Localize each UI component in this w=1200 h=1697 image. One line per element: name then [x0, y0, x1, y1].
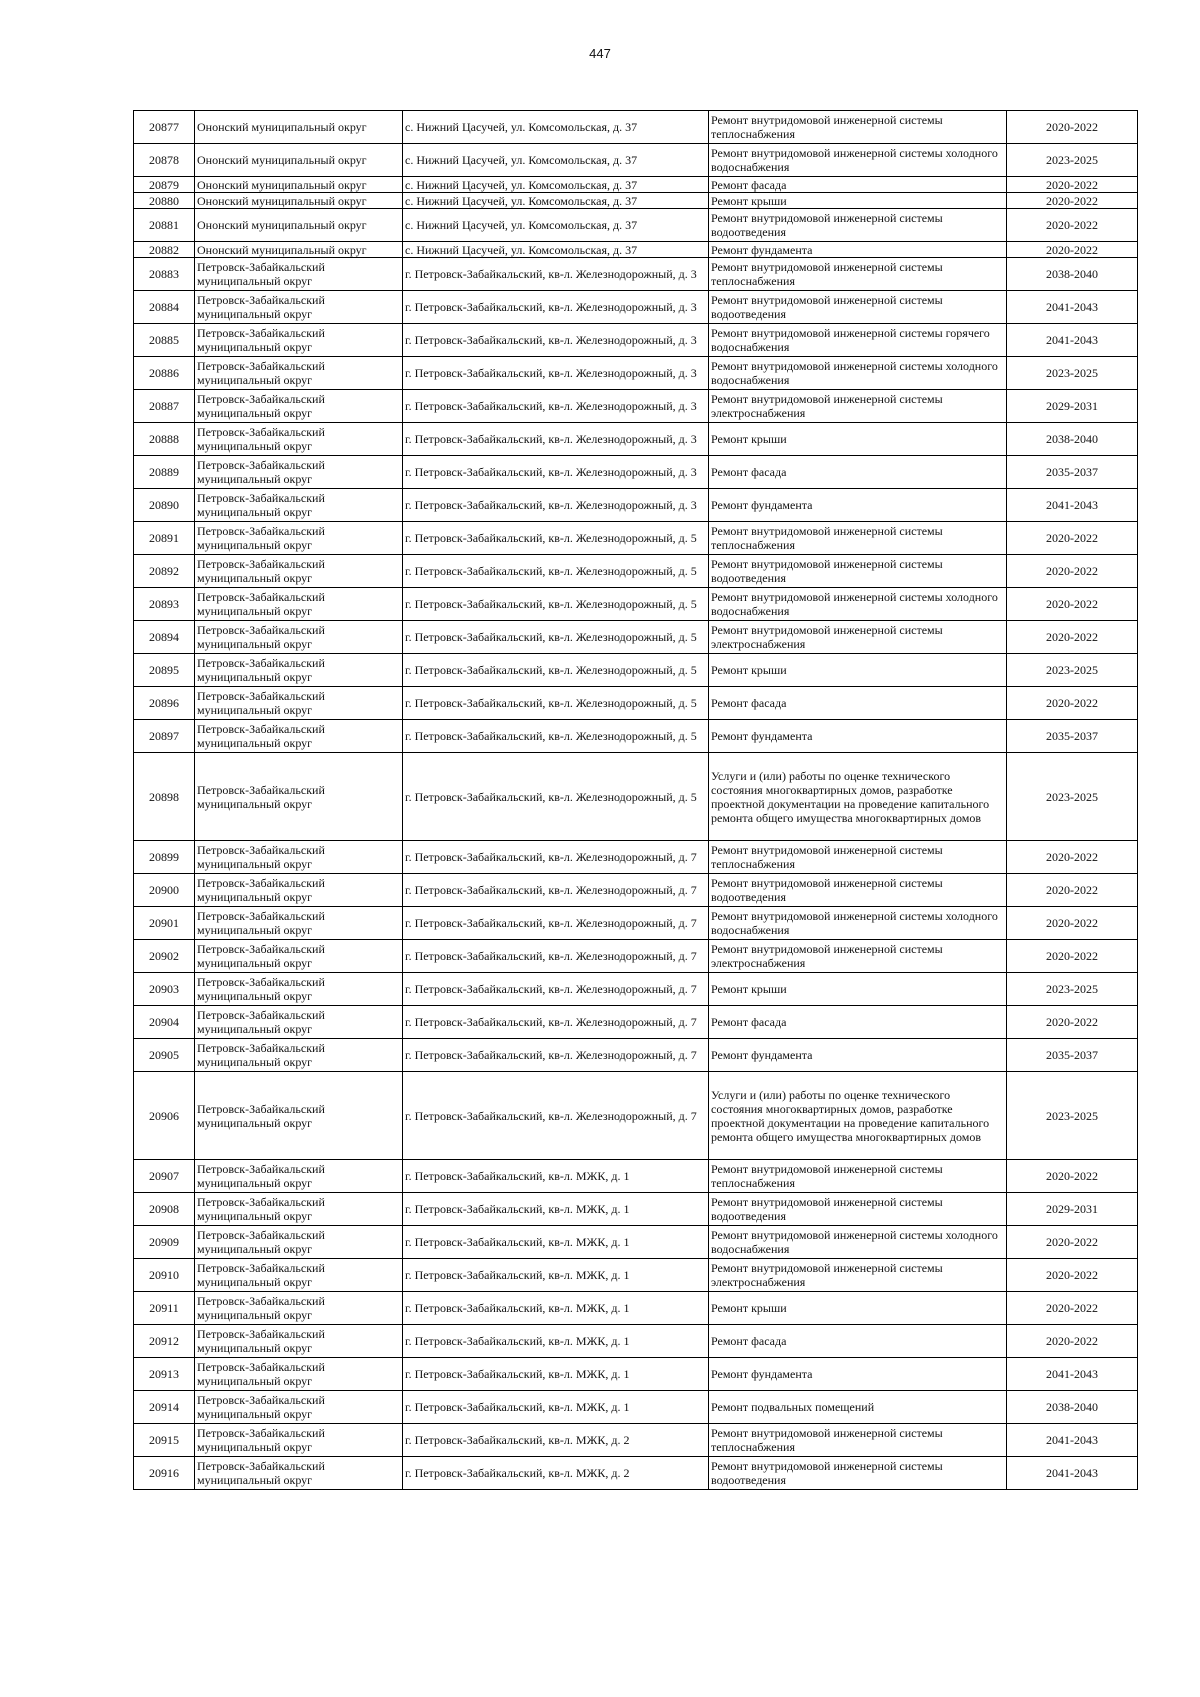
- address-cell: с. Нижний Цасучей, ул. Комсомольская, д. 37: [403, 111, 709, 144]
- table-row: [134, 720, 1138, 753]
- period-cell: 2020-2022: [1007, 841, 1138, 874]
- address-cell: г. Петровск-Забайкальский, кв-л. МЖК, д. 1: [403, 1292, 709, 1325]
- row-number-cell: 20889: [134, 456, 195, 489]
- municipality-cell: Петровск-Забайкальский муниципальный округ: [195, 940, 403, 973]
- row-number-cell: 20903: [134, 973, 195, 1006]
- address-cell: г. Петровск-Забайкальский, кв-л. Железнодорожный, д. 3: [403, 258, 709, 291]
- work-type-cell: Ремонт фундамента: [709, 489, 1007, 522]
- municipality-cell: Петровск-Забайкальский муниципальный округ: [195, 1006, 403, 1039]
- table-row: [134, 144, 1138, 177]
- work-type-cell: Ремонт фундамента: [709, 720, 1007, 753]
- period-cell: 2029-2031: [1007, 390, 1138, 423]
- row-number-cell: 20905: [134, 1039, 195, 1072]
- row-number-cell: 20877: [134, 111, 195, 144]
- work-type-cell: Ремонт внутридомовой инженерной системы теплоснабжения: [709, 522, 1007, 555]
- work-type-cell: Услуги и (или) работы по оценке технического состояния многоквартирных домов, разработке проектной документации на проведение капитального ремонта общего имущества многоквартирных домов: [709, 753, 1007, 841]
- address-cell: г. Петровск-Забайкальский, кв-л. МЖК, д. 1: [403, 1259, 709, 1292]
- table-row: [134, 1424, 1138, 1457]
- row-number-cell: 20883: [134, 258, 195, 291]
- work-type-cell: Услуги и (или) работы по оценке технического состояния многоквартирных домов, разработке проектной документации на проведение капитального ремонта общего имущества многоквартирных домов: [709, 1072, 1007, 1160]
- municipality-cell: Петровск-Забайкальский муниципальный округ: [195, 489, 403, 522]
- address-cell: г. Петровск-Забайкальский, кв-л. МЖК, д. 1: [403, 1160, 709, 1193]
- row-number-cell: 20911: [134, 1292, 195, 1325]
- period-cell: 2020-2022: [1007, 1259, 1138, 1292]
- row-number-cell: 20912: [134, 1325, 195, 1358]
- table-body: [134, 111, 1138, 1490]
- work-type-cell: Ремонт внутридомовой инженерной системы холодного водоснабжения: [709, 588, 1007, 621]
- municipality-cell: Петровск-Забайкальский муниципальный округ: [195, 357, 403, 390]
- row-number-cell: 20890: [134, 489, 195, 522]
- table-row: [134, 1391, 1138, 1424]
- address-cell: г. Петровск-Забайкальский, кв-л. МЖК, д. 1: [403, 1193, 709, 1226]
- period-cell: 2020-2022: [1007, 621, 1138, 654]
- municipality-cell: Ононский муниципальный округ: [195, 209, 403, 242]
- address-cell: с. Нижний Цасучей, ул. Комсомольская, д. 37: [403, 242, 709, 258]
- address-cell: г. Петровск-Забайкальский, кв-л. Железнодорожный, д. 5: [403, 654, 709, 687]
- period-cell: 2041-2043: [1007, 324, 1138, 357]
- table-row: [134, 1160, 1138, 1193]
- table-row: [134, 907, 1138, 940]
- address-cell: г. Петровск-Забайкальский, кв-л. МЖК, д. 2: [403, 1424, 709, 1457]
- table-row: [134, 291, 1138, 324]
- table-row: [134, 357, 1138, 390]
- municipality-cell: Петровск-Забайкальский муниципальный округ: [195, 621, 403, 654]
- table-row: [134, 753, 1138, 841]
- table-row: [134, 1292, 1138, 1325]
- work-type-cell: Ремонт внутридомовой инженерной системы теплоснабжения: [709, 1160, 1007, 1193]
- period-cell: 2029-2031: [1007, 1193, 1138, 1226]
- period-cell: 2020-2022: [1007, 209, 1138, 242]
- work-type-cell: Ремонт крыши: [709, 654, 1007, 687]
- work-type-cell: Ремонт внутридомовой инженерной системы водоотведения: [709, 209, 1007, 242]
- table-row: [134, 874, 1138, 907]
- row-number-cell: 20896: [134, 687, 195, 720]
- work-type-cell: Ремонт внутридомовой инженерной системы холодного водоснабжения: [709, 1226, 1007, 1259]
- municipality-cell: Петровск-Забайкальский муниципальный округ: [195, 720, 403, 753]
- municipality-cell: Петровск-Забайкальский муниципальный округ: [195, 1391, 403, 1424]
- work-type-cell: Ремонт внутридомовой инженерной системы электроснабжения: [709, 621, 1007, 654]
- address-cell: г. Петровск-Забайкальский, кв-л. Железнодорожный, д. 3: [403, 390, 709, 423]
- row-number-cell: 20895: [134, 654, 195, 687]
- municipality-cell: Петровск-Забайкальский муниципальный округ: [195, 423, 403, 456]
- address-cell: г. Петровск-Забайкальский, кв-л. МЖК, д. 1: [403, 1391, 709, 1424]
- row-number-cell: 20881: [134, 209, 195, 242]
- row-number-cell: 20910: [134, 1259, 195, 1292]
- row-number-cell: 20894: [134, 621, 195, 654]
- address-cell: г. Петровск-Забайкальский, кв-л. Железнодорожный, д. 3: [403, 291, 709, 324]
- row-number-cell: 20908: [134, 1193, 195, 1226]
- municipality-cell: Петровск-Забайкальский муниципальный округ: [195, 1292, 403, 1325]
- work-type-cell: Ремонт внутридомовой инженерной системы теплоснабжения: [709, 1424, 1007, 1457]
- work-type-cell: Ремонт крыши: [709, 193, 1007, 209]
- table-row: [134, 1072, 1138, 1160]
- table-row: [134, 555, 1138, 588]
- municipality-cell: Петровск-Забайкальский муниципальный округ: [195, 1160, 403, 1193]
- period-cell: 2020-2022: [1007, 1292, 1138, 1325]
- address-cell: г. Петровск-Забайкальский, кв-л. Железнодорожный, д. 7: [403, 907, 709, 940]
- period-cell: 2041-2043: [1007, 1457, 1138, 1490]
- row-number-cell: 20886: [134, 357, 195, 390]
- address-cell: г. Петровск-Забайкальский, кв-л. Железнодорожный, д. 7: [403, 874, 709, 907]
- address-cell: г. Петровск-Забайкальский, кв-л. Железнодорожный, д. 5: [403, 555, 709, 588]
- period-cell: 2020-2022: [1007, 522, 1138, 555]
- work-type-cell: Ремонт внутридомовой инженерной системы электроснабжения: [709, 940, 1007, 973]
- address-cell: г. Петровск-Забайкальский, кв-л. Железнодорожный, д. 7: [403, 973, 709, 1006]
- row-number-cell: 20916: [134, 1457, 195, 1490]
- work-type-cell: Ремонт крыши: [709, 423, 1007, 456]
- row-number-cell: 20882: [134, 242, 195, 258]
- address-cell: г. Петровск-Забайкальский, кв-л. Железнодорожный, д. 3: [403, 357, 709, 390]
- period-cell: 2020-2022: [1007, 193, 1138, 209]
- period-cell: 2038-2040: [1007, 258, 1138, 291]
- work-type-cell: Ремонт внутридомовой инженерной системы водоотведения: [709, 555, 1007, 588]
- table-row: [134, 1006, 1138, 1039]
- table-row: [134, 193, 1138, 209]
- work-type-cell: Ремонт фасада: [709, 687, 1007, 720]
- row-number-cell: 20892: [134, 555, 195, 588]
- address-cell: г. Петровск-Забайкальский, кв-л. Железнодорожный, д. 3: [403, 423, 709, 456]
- address-cell: г. Петровск-Забайкальский, кв-л. Железнодорожный, д. 7: [403, 1039, 709, 1072]
- address-cell: г. Петровск-Забайкальский, кв-л. Железнодорожный, д. 5: [403, 753, 709, 841]
- row-number-cell: 20909: [134, 1226, 195, 1259]
- period-cell: 2035-2037: [1007, 720, 1138, 753]
- table-row: [134, 209, 1138, 242]
- municipality-cell: Петровск-Забайкальский муниципальный округ: [195, 1457, 403, 1490]
- period-cell: 2023-2025: [1007, 753, 1138, 841]
- address-cell: г. Петровск-Забайкальский, кв-л. Железнодорожный, д. 7: [403, 841, 709, 874]
- row-number-cell: 20914: [134, 1391, 195, 1424]
- municipality-cell: Петровск-Забайкальский муниципальный округ: [195, 973, 403, 1006]
- period-cell: 2023-2025: [1007, 973, 1138, 1006]
- address-cell: г. Петровск-Забайкальский, кв-л. МЖК, д. 1: [403, 1226, 709, 1259]
- work-type-cell: Ремонт внутридомовой инженерной системы теплоснабжения: [709, 258, 1007, 291]
- work-type-cell: Ремонт фасада: [709, 177, 1007, 193]
- address-cell: г. Петровск-Забайкальский, кв-л. Железнодорожный, д. 3: [403, 456, 709, 489]
- work-type-cell: Ремонт внутридомовой инженерной системы холодного водоснабжения: [709, 907, 1007, 940]
- municipality-cell: Петровск-Забайкальский муниципальный округ: [195, 687, 403, 720]
- municipality-cell: Петровск-Забайкальский муниципальный округ: [195, 907, 403, 940]
- period-cell: 2020-2022: [1007, 111, 1138, 144]
- work-type-cell: Ремонт фасада: [709, 1006, 1007, 1039]
- table-row: [134, 423, 1138, 456]
- municipality-cell: Ононский муниципальный округ: [195, 193, 403, 209]
- municipality-cell: Петровск-Забайкальский муниципальный округ: [195, 456, 403, 489]
- table-row: [134, 841, 1138, 874]
- work-type-cell: Ремонт внутридомовой инженерной системы теплоснабжения: [709, 841, 1007, 874]
- row-number-cell: 20901: [134, 907, 195, 940]
- table-row: [134, 654, 1138, 687]
- municipality-cell: Петровск-Забайкальский муниципальный округ: [195, 874, 403, 907]
- period-cell: 2020-2022: [1007, 177, 1138, 193]
- row-number-cell: 20879: [134, 177, 195, 193]
- table-row: [134, 489, 1138, 522]
- table-row: [134, 324, 1138, 357]
- address-cell: с. Нижний Цасучей, ул. Комсомольская, д. 37: [403, 209, 709, 242]
- table-row: [134, 1457, 1138, 1490]
- municipality-cell: Петровск-Забайкальский муниципальный округ: [195, 324, 403, 357]
- row-number-cell: 20907: [134, 1160, 195, 1193]
- page-number: 447: [589, 46, 611, 61]
- row-number-cell: 20878: [134, 144, 195, 177]
- address-cell: г. Петровск-Забайкальский, кв-л. Железнодорожный, д. 5: [403, 621, 709, 654]
- period-cell: 2020-2022: [1007, 555, 1138, 588]
- address-cell: г. Петровск-Забайкальский, кв-л. Железнодорожный, д. 3: [403, 489, 709, 522]
- work-type-cell: Ремонт внутридомовой инженерной системы холодного водоснабжения: [709, 144, 1007, 177]
- table-row: [134, 1259, 1138, 1292]
- table-row: [134, 522, 1138, 555]
- period-cell: 2023-2025: [1007, 1072, 1138, 1160]
- row-number-cell: 20887: [134, 390, 195, 423]
- period-cell: 2020-2022: [1007, 907, 1138, 940]
- table-row: [134, 177, 1138, 193]
- row-number-cell: 20880: [134, 193, 195, 209]
- address-cell: с. Нижний Цасучей, ул. Комсомольская, д. 37: [403, 193, 709, 209]
- period-cell: 2020-2022: [1007, 1226, 1138, 1259]
- municipality-cell: Петровск-Забайкальский муниципальный округ: [195, 654, 403, 687]
- period-cell: 2020-2022: [1007, 940, 1138, 973]
- municipality-cell: Петровск-Забайкальский муниципальный округ: [195, 555, 403, 588]
- period-cell: 2020-2022: [1007, 1006, 1138, 1039]
- work-type-cell: Ремонт внутридомовой инженерной системы водоотведения: [709, 1457, 1007, 1490]
- row-number-cell: 20897: [134, 720, 195, 753]
- table-row: [134, 940, 1138, 973]
- municipality-cell: Петровск-Забайкальский муниципальный округ: [195, 1358, 403, 1391]
- municipality-cell: Петровск-Забайкальский муниципальный округ: [195, 1259, 403, 1292]
- row-number-cell: 20906: [134, 1072, 195, 1160]
- address-cell: с. Нижний Цасучей, ул. Комсомольская, д. 37: [403, 144, 709, 177]
- work-type-cell: Ремонт фасада: [709, 1325, 1007, 1358]
- row-number-cell: 20904: [134, 1006, 195, 1039]
- table-row: [134, 390, 1138, 423]
- row-number-cell: 20900: [134, 874, 195, 907]
- period-cell: 2041-2043: [1007, 291, 1138, 324]
- address-cell: г. Петровск-Забайкальский, кв-л. Железнодорожный, д. 7: [403, 1006, 709, 1039]
- period-cell: 2020-2022: [1007, 874, 1138, 907]
- table-row: [134, 258, 1138, 291]
- municipality-cell: Петровск-Забайкальский муниципальный округ: [195, 841, 403, 874]
- row-number-cell: 20899: [134, 841, 195, 874]
- row-number-cell: 20893: [134, 588, 195, 621]
- address-cell: г. Петровск-Забайкальский, кв-л. МЖК, д. 1: [403, 1325, 709, 1358]
- period-cell: 2020-2022: [1007, 687, 1138, 720]
- repair-schedule-table: [133, 110, 1138, 1490]
- table-row: [134, 1358, 1138, 1391]
- municipality-cell: Петровск-Забайкальский муниципальный округ: [195, 522, 403, 555]
- row-number-cell: 20888: [134, 423, 195, 456]
- table-row: [134, 973, 1138, 1006]
- work-type-cell: Ремонт внутридомовой инженерной системы горячего водоснабжения: [709, 324, 1007, 357]
- address-cell: г. Петровск-Забайкальский, кв-л. Железнодорожный, д. 5: [403, 687, 709, 720]
- municipality-cell: Петровск-Забайкальский муниципальный округ: [195, 1325, 403, 1358]
- address-cell: г. Петровск-Забайкальский, кв-л. Железнодорожный, д. 5: [403, 720, 709, 753]
- period-cell: 2020-2022: [1007, 242, 1138, 258]
- address-cell: г. Петровск-Забайкальский, кв-л. Железнодорожный, д. 5: [403, 522, 709, 555]
- address-cell: г. Петровск-Забайкальский, кв-л. Железнодорожный, д. 3: [403, 324, 709, 357]
- period-cell: 2023-2025: [1007, 654, 1138, 687]
- period-cell: 2035-2037: [1007, 1039, 1138, 1072]
- municipality-cell: Петровск-Забайкальский муниципальный округ: [195, 753, 403, 841]
- municipality-cell: Петровск-Забайкальский муниципальный округ: [195, 1226, 403, 1259]
- municipality-cell: Ононский муниципальный округ: [195, 242, 403, 258]
- table-row: [134, 242, 1138, 258]
- work-type-cell: Ремонт внутридомовой инженерной системы электроснабжения: [709, 390, 1007, 423]
- work-type-cell: Ремонт фасада: [709, 456, 1007, 489]
- period-cell: 2020-2022: [1007, 1325, 1138, 1358]
- work-type-cell: Ремонт внутридомовой инженерной системы холодного водоснабжения: [709, 357, 1007, 390]
- municipality-cell: Петровск-Забайкальский муниципальный округ: [195, 1193, 403, 1226]
- municipality-cell: Петровск-Забайкальский муниципальный округ: [195, 1072, 403, 1160]
- address-cell: г. Петровск-Забайкальский, кв-л. Железнодорожный, д. 7: [403, 1072, 709, 1160]
- address-cell: г. Петровск-Забайкальский, кв-л. МЖК, д. 2: [403, 1457, 709, 1490]
- work-type-cell: Ремонт крыши: [709, 1292, 1007, 1325]
- period-cell: 2041-2043: [1007, 1358, 1138, 1391]
- period-cell: 2038-2040: [1007, 423, 1138, 456]
- work-type-cell: Ремонт подвальных помещений: [709, 1391, 1007, 1424]
- row-number-cell: 20891: [134, 522, 195, 555]
- table-row: [134, 456, 1138, 489]
- work-type-cell: Ремонт фундамента: [709, 1358, 1007, 1391]
- municipality-cell: Петровск-Забайкальский муниципальный округ: [195, 1424, 403, 1457]
- table-row: [134, 687, 1138, 720]
- address-cell: г. Петровск-Забайкальский, кв-л. Железнодорожный, д. 7: [403, 940, 709, 973]
- work-type-cell: Ремонт крыши: [709, 973, 1007, 1006]
- row-number-cell: 20898: [134, 753, 195, 841]
- period-cell: 2041-2043: [1007, 1424, 1138, 1457]
- work-type-cell: Ремонт фундамента: [709, 1039, 1007, 1072]
- municipality-cell: Петровск-Забайкальский муниципальный округ: [195, 588, 403, 621]
- address-cell: г. Петровск-Забайкальский, кв-л. МЖК, д. 1: [403, 1358, 709, 1391]
- work-type-cell: Ремонт внутридомовой инженерной системы электроснабжения: [709, 1259, 1007, 1292]
- address-cell: г. Петровск-Забайкальский, кв-л. Железнодорожный, д. 5: [403, 588, 709, 621]
- row-number-cell: 20902: [134, 940, 195, 973]
- municipality-cell: Петровск-Забайкальский муниципальный округ: [195, 258, 403, 291]
- table-row: [134, 1039, 1138, 1072]
- row-number-cell: 20913: [134, 1358, 195, 1391]
- period-cell: 2038-2040: [1007, 1391, 1138, 1424]
- table-row: [134, 1226, 1138, 1259]
- table-row: [134, 621, 1138, 654]
- work-type-cell: Ремонт внутридомовой инженерной системы водоотведения: [709, 874, 1007, 907]
- period-cell: 2020-2022: [1007, 1160, 1138, 1193]
- period-cell: 2023-2025: [1007, 144, 1138, 177]
- row-number-cell: 20915: [134, 1424, 195, 1457]
- municipality-cell: Ононский муниципальный округ: [195, 144, 403, 177]
- table-row: [134, 588, 1138, 621]
- municipality-cell: Петровск-Забайкальский муниципальный округ: [195, 390, 403, 423]
- municipality-cell: Ононский муниципальный округ: [195, 177, 403, 193]
- work-type-cell: Ремонт внутридомовой инженерной системы водоотведения: [709, 291, 1007, 324]
- row-number-cell: 20884: [134, 291, 195, 324]
- table-row: [134, 111, 1138, 144]
- municipality-cell: Ононский муниципальный округ: [195, 111, 403, 144]
- address-cell: с. Нижний Цасучей, ул. Комсомольская, д. 37: [403, 177, 709, 193]
- municipality-cell: Петровск-Забайкальский муниципальный округ: [195, 291, 403, 324]
- table-row: [134, 1325, 1138, 1358]
- table-row: [134, 1193, 1138, 1226]
- period-cell: 2023-2025: [1007, 357, 1138, 390]
- row-number-cell: 20885: [134, 324, 195, 357]
- municipality-cell: Петровск-Забайкальский муниципальный округ: [195, 1039, 403, 1072]
- period-cell: 2020-2022: [1007, 588, 1138, 621]
- period-cell: 2035-2037: [1007, 456, 1138, 489]
- work-type-cell: Ремонт внутридомовой инженерной системы водоотведения: [709, 1193, 1007, 1226]
- work-type-cell: Ремонт фундамента: [709, 242, 1007, 258]
- work-type-cell: Ремонт внутридомовой инженерной системы теплоснабжения: [709, 111, 1007, 144]
- period-cell: 2041-2043: [1007, 489, 1138, 522]
